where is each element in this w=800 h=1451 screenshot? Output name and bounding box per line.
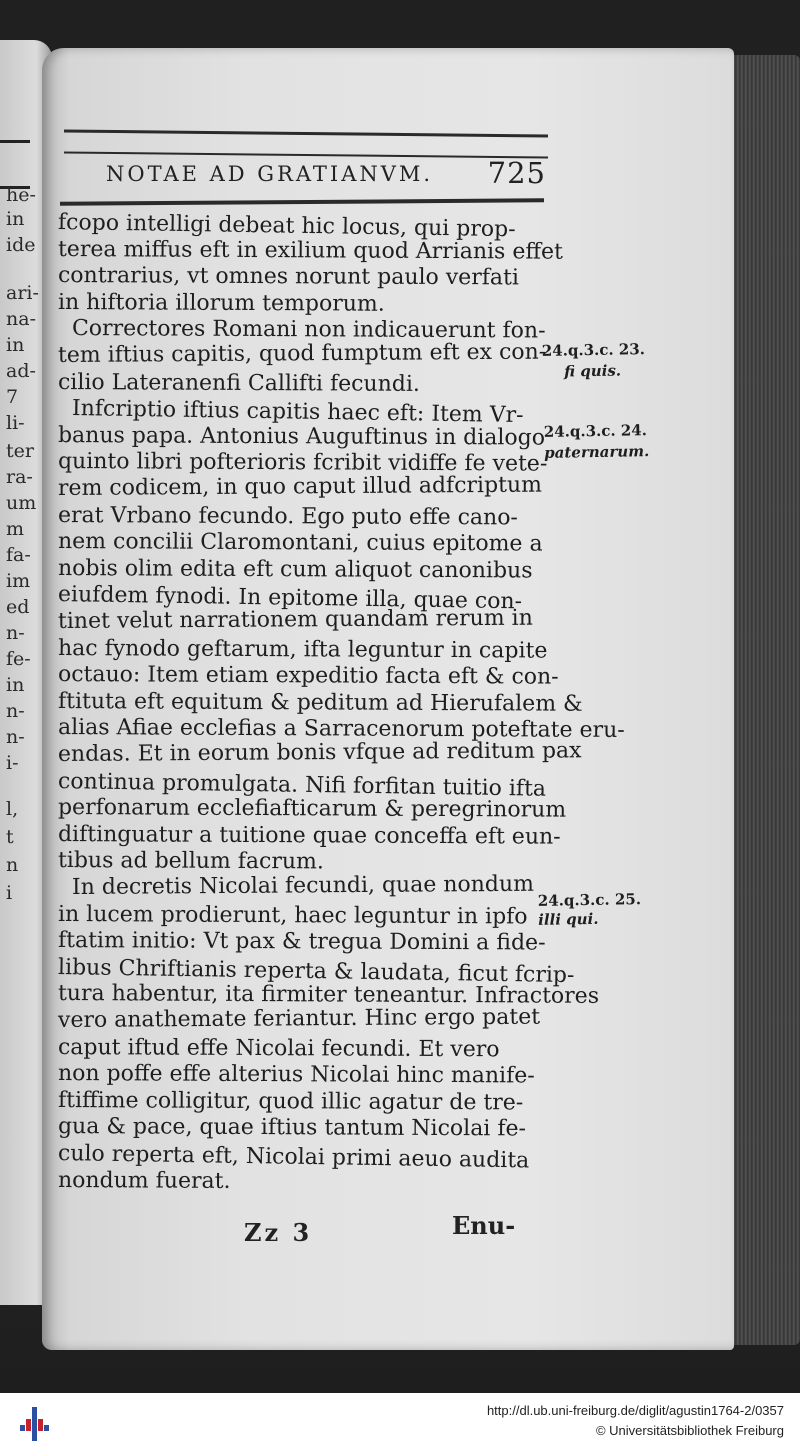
running-head-title: NOTAE AD GRATIANVM. xyxy=(106,162,434,186)
text-line: vero anathemate feriantur. Hinc ergo patet xyxy=(57,1004,541,1033)
text-line: tura habentur, ita firmiter teneantur. Infractores xyxy=(57,981,600,1009)
previous-page-text-fragment: he- xyxy=(6,184,36,206)
previous-page-text-fragment: n- xyxy=(6,726,25,748)
previous-page-text-fragment: ad- xyxy=(6,360,36,382)
marginal-note-incipit: paternarum. xyxy=(544,442,650,462)
text-line: nobis olim edita eft cum aliquot canonibus xyxy=(57,556,533,584)
page-number: 725 xyxy=(487,156,546,190)
signature-mark: Zz 3 xyxy=(244,1218,313,1247)
text-line: continua promulgata. Nifi forfitan tuitio ifta xyxy=(57,769,547,802)
marginal-note xyxy=(544,423,650,461)
text-line: caput iftud effe Nicolai fecundi. Et vero xyxy=(57,1035,500,1063)
text-line: nem concilii Claromontani, cuius epitome a xyxy=(57,529,543,557)
text-line: Correctores Romani non indicauerunt fon- xyxy=(71,316,546,344)
text-line: cilio Lateranenfi Callifti fecundi. xyxy=(57,370,420,397)
running-head xyxy=(106,156,546,190)
previous-page-text-fragment: ari- xyxy=(6,282,39,304)
marginal-note-incipit: illi qui. xyxy=(538,909,599,929)
previous-page-text-fragment: in xyxy=(6,208,25,230)
ub-freiburg-logo-icon xyxy=(14,1401,54,1445)
previous-page-text-fragment: n- xyxy=(6,700,25,722)
text-line: libus Chriftianis reperta & laudata, ficut fcrip- xyxy=(57,955,575,989)
viewer-footer xyxy=(0,1393,800,1451)
previous-page-text-fragment: in xyxy=(6,674,25,696)
text-line: rem codicem, in quo caput illud adfcriptum xyxy=(57,472,543,501)
text-line: quinto libri pofterioris fcribit vidiffe fe vete- xyxy=(57,449,548,477)
previous-page-text-fragment: ra- xyxy=(6,466,33,488)
text-line: hac fynodo geftarum, ifta leguntur in capite xyxy=(57,636,548,664)
text-line: perfonarum ecclefiafticarum & peregrinorum xyxy=(57,795,567,823)
text-line: octauo: Item etiam expeditio facta eft & con- xyxy=(57,662,559,690)
text-line: in hiftoria illorum temporum. xyxy=(57,290,385,317)
marginal-note xyxy=(538,892,642,928)
text-line: banus papa. Antonius Auguftinus in dialogo xyxy=(57,423,546,451)
marginal-note-ref: 24.q.3.c. 24. xyxy=(543,421,648,441)
previous-page-text-fragment: fe- xyxy=(6,648,31,670)
previous-page-text-fragment: im xyxy=(6,570,31,592)
text-line: culo reperta eft, Nicolai primi aeuo audita xyxy=(57,1141,530,1174)
previous-page-text-fragment: t xyxy=(6,826,14,848)
previous-page-text-fragment: i xyxy=(6,882,13,904)
text-line: Infcriptio iftius capitis haec eft: Item Vr- xyxy=(71,396,524,429)
previous-page-text-fragment: n- xyxy=(6,622,25,644)
previous-page-text-fragment: ide xyxy=(6,234,36,256)
previous-page-text-fragment: l, xyxy=(6,798,19,820)
previous-page-text-fragment: na- xyxy=(6,308,36,330)
text-line: contrarius, vt omnes norunt paulo verfati xyxy=(57,263,519,291)
text-line: non poffe effe alterius Nicolai hinc manife- xyxy=(57,1061,535,1089)
text-line: tibus ad bellum facrum. xyxy=(57,848,325,875)
text-line: gua & pace, quae iftius tantum Nicolai fe- xyxy=(57,1114,527,1142)
text-line: tem iftius capitis, quod fumptum eft ex con- xyxy=(57,339,547,368)
catchword: Enu- xyxy=(452,1211,516,1240)
text-line: nondum fuerat. xyxy=(57,1168,231,1194)
text-line: terea miffus eft in exilium quod Arrianis effet xyxy=(57,237,563,265)
marginal-note-incipit: fi quis. xyxy=(564,361,622,381)
text-line: alias Afiae ecclefias a Sarracenorum poteftate eru- xyxy=(57,715,625,743)
previous-page-text-fragment: m xyxy=(6,518,25,540)
previous-page-text-fragment: ed xyxy=(6,596,30,618)
previous-page-text-fragment: n xyxy=(6,854,19,876)
previous-page-text-fragment: fa- xyxy=(6,544,31,566)
marginal-note xyxy=(542,342,646,380)
text-line: ftiffime colligitur, quod illic agatur de tre- xyxy=(57,1088,524,1116)
text-line: ftatim initio: Vt pax & tregua Domini a fide- xyxy=(57,928,546,956)
permalink-url[interactable]: http://dl.ub.uni-freiburg.de/diglit/agustin1764-2/0357 xyxy=(486,1403,784,1418)
previous-page-text-fragment: ter xyxy=(6,440,34,462)
text-line: diftinguatur a tuitione quae conceffa eft eun- xyxy=(57,822,561,850)
text-line: ftituta eft equitum & peditum ad Hierufalem & xyxy=(57,689,583,717)
page-edges xyxy=(728,55,800,1345)
text-line: in lucem prodierunt, haec leguntur in ipfo xyxy=(57,902,528,930)
text-line: fcopo intelligi debeat hic locus, qui prop- xyxy=(57,210,516,243)
previous-page-rule xyxy=(0,140,30,143)
copyright-notice: © Universitätsbibliothek Freiburg xyxy=(595,1423,784,1438)
text-line: endas. Et in eorum bonis vfque ad reditum pax xyxy=(57,738,582,767)
previous-page-text-fragment: um xyxy=(6,492,37,514)
previous-page-text-fragment: li- xyxy=(6,412,25,434)
text-line: In decretis Nicolai fecundi, quae nondum xyxy=(71,871,535,900)
marginal-note-ref: 24.q.3.c. 25. xyxy=(537,890,642,910)
text-line: erat Vrbano fecundo. Ego puto effe cano- xyxy=(57,503,518,531)
marginal-note-ref: 24.q.3.c. 23. xyxy=(541,340,646,360)
previous-page-text-fragment: 7 xyxy=(6,386,19,408)
previous-page-text-fragment: in xyxy=(6,334,25,356)
text-line: tinet velut narrationem quandam rerum in xyxy=(57,605,533,634)
text-line: eiufdem fynodi. In epitome illa, quae con- xyxy=(57,582,523,615)
previous-page-text-fragment: i- xyxy=(6,752,19,774)
